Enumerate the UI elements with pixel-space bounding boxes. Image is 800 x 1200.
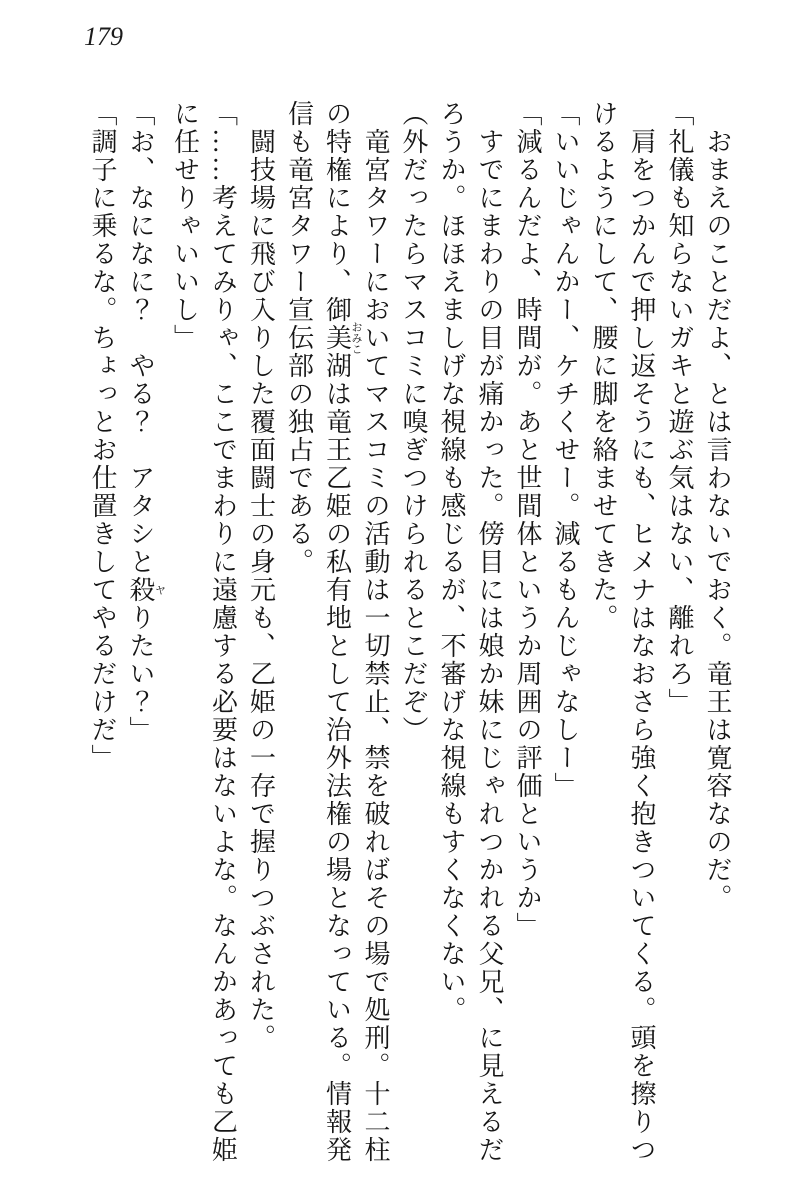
furigana: ヤ (153, 576, 166, 604)
dialogue-paragraph: 「減るんだよ、時間が。あと世間体というか周囲の評価というか」 (513, 100, 542, 940)
narration-paragraph: おまえのことだよ、とは言わないでおく。竜王は寛容なのだ。 (703, 128, 732, 912)
furigana: おみこ (350, 296, 362, 380)
narration-paragraph: 肩をつかんで押し返そうにも、ヒメナはなおさら強く抱きついてくる。頭を擦りつけるようにして、腰に脚を絡ませてきた。 (589, 100, 656, 1164)
dialogue-paragraph: 「礼儀も知らないガキと遊ぶ気はない、離れろ」 (665, 100, 694, 716)
narration-paragraph: 竜宮タワーにおいてマスコミの活動は一切禁止、禁を破ればその場で処刑。十二柱の特権により、御美湖おみこは竜王乙姫の私有地として治外法権の場となっている。情報発信も竜宮タワー宣伝部の独占である。 (284, 100, 390, 1164)
page-number: 179 (84, 22, 123, 51)
dialogue-paragraph: 「お、なになに？ やる？ アタシと殺ヤりたい？」 (126, 100, 166, 744)
dialogue-paragraph: 「調子に乗るな。ちょっとお仕置きしてやるだけだ」 (88, 100, 117, 772)
narration-paragraph: すでにまわりの目が痛かった。傍目には娘か妹にじゃれつかれる父兄、に見えるだろうか。ほほえましげな視線も感じるが、不審げな視線もすくなくない。 (437, 100, 504, 1164)
ruby-annotated-word: 御美湖おみこ (322, 296, 362, 380)
narration-paragraph: 闘技場に飛び入りした覆面闘士の身元も、乙姫の一存で握りつぶされた。 (246, 128, 276, 1052)
text-column-block (83, 100, 736, 1166)
ruby-annotated-word: 殺ヤ (126, 576, 166, 604)
thought-paragraph: （外だったらマスコミに嗅ぎつけられるとこだぞ） (399, 100, 428, 744)
dialogue-paragraph: 「……考えてみりゃ、ここでまわりに遠慮する必要はないよな。なんかあっても乙姫に任せりゃいいし」 (170, 100, 238, 1164)
dialogue-paragraph: 「いいじゃんかー、ケチくせー。減るもんじゃなしー」 (551, 100, 580, 800)
